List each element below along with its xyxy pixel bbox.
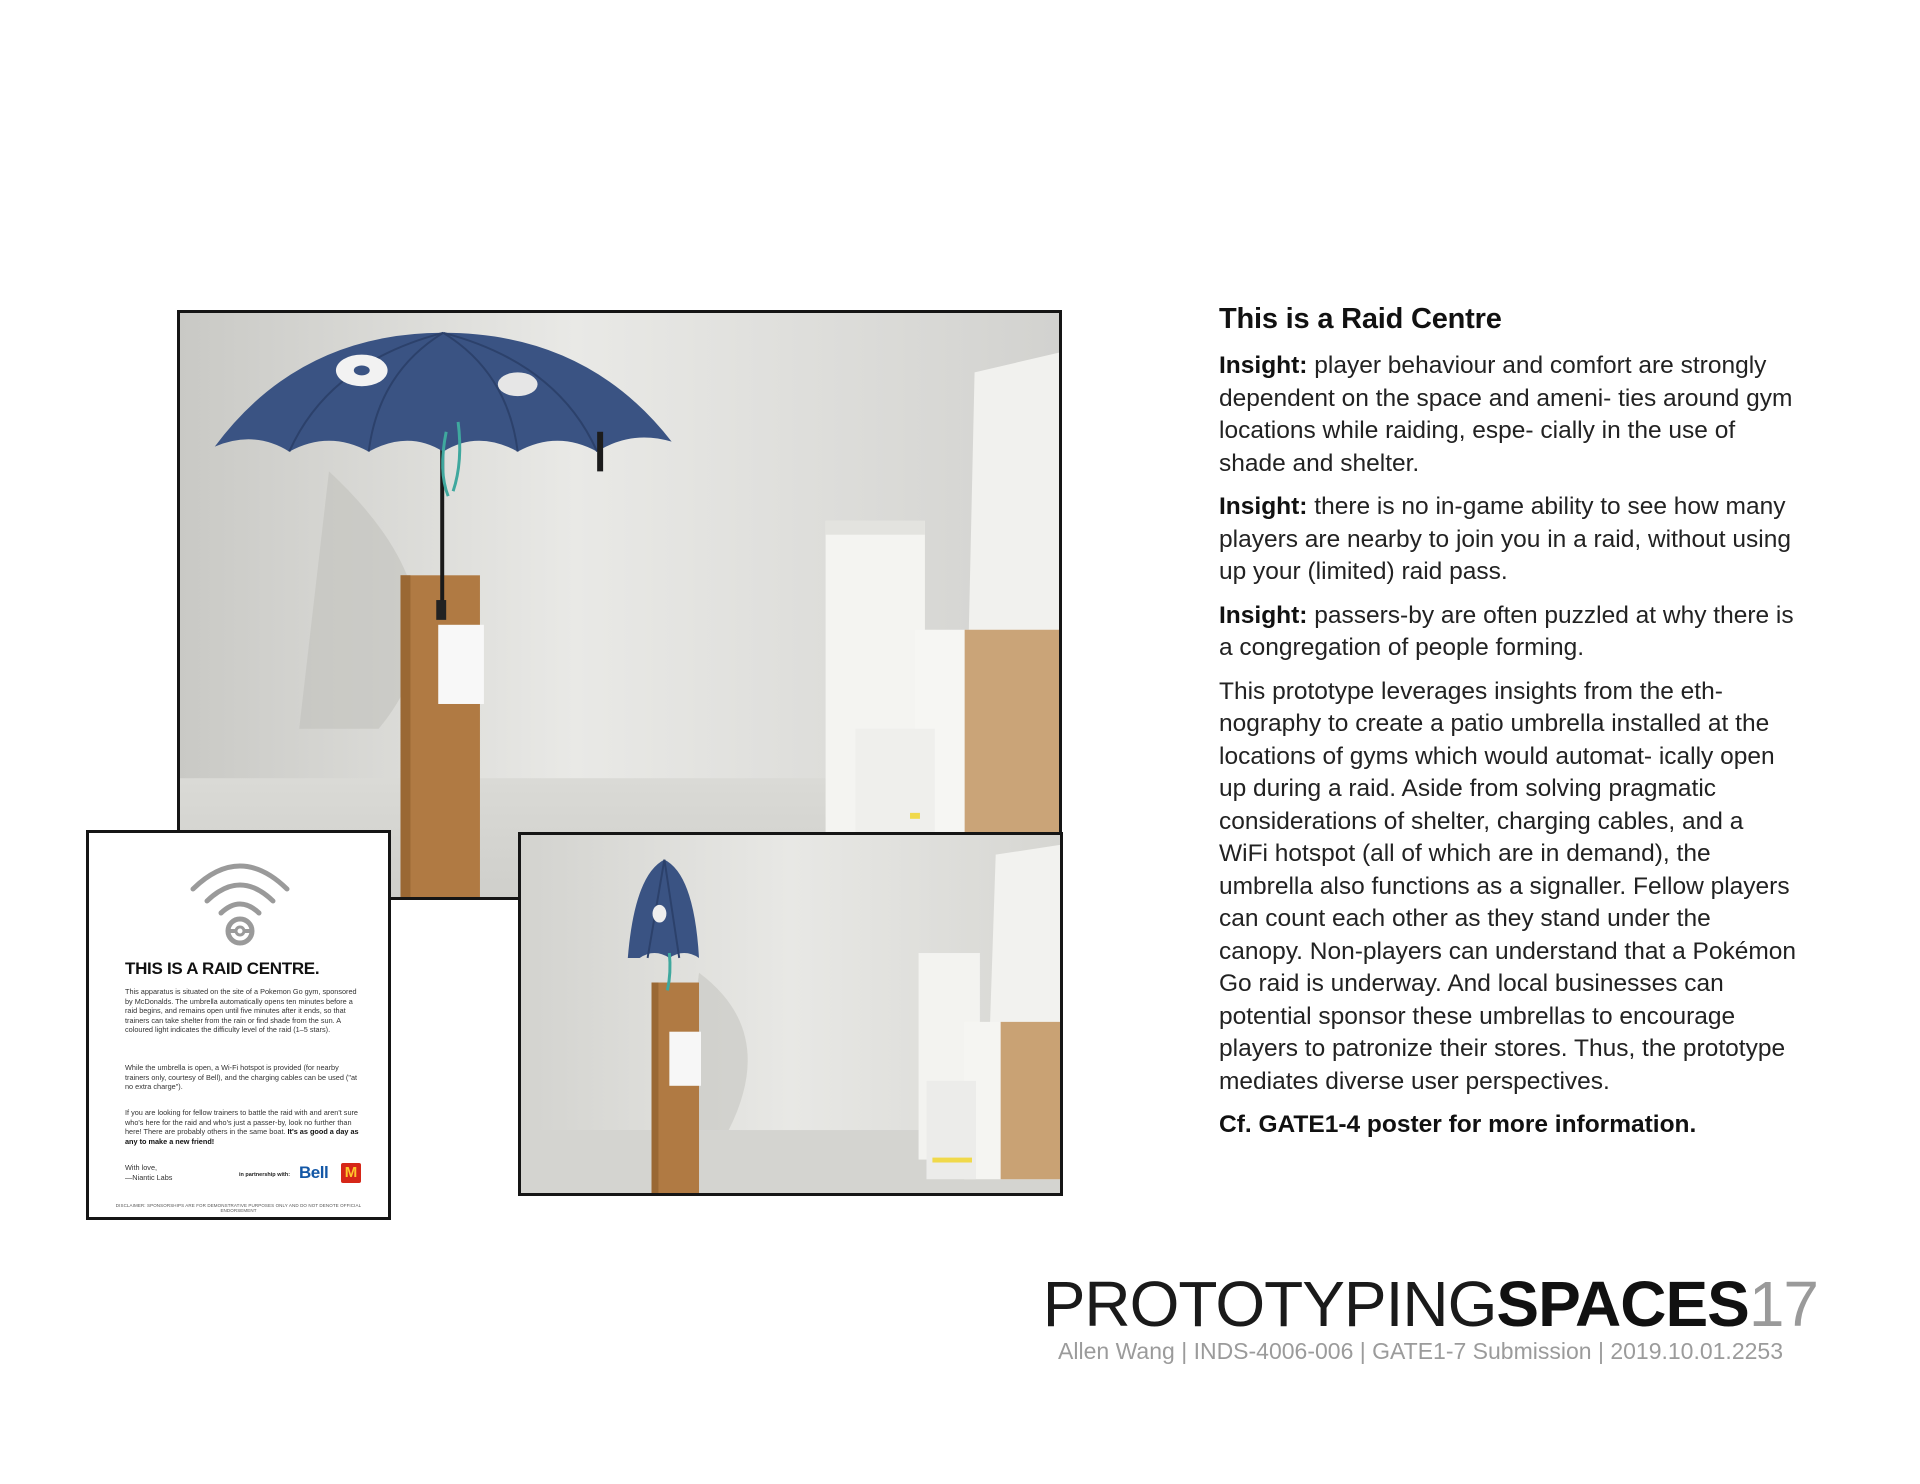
brand-wordmark <box>1043 1268 1818 1340</box>
brand-part-1: PROTOTYPING <box>1042 1268 1497 1340</box>
insight-label: Insight: <box>1219 493 1308 520</box>
sign-paragraph-text: If you are looking for fellow trainers to battle the raid with and aren't sure who's here for the raid and who's just a passer-by, look no further than here! There are probably others in the same boat. <box>125 1108 358 1136</box>
section-heading: This is a Raid Centre <box>1219 303 1502 335</box>
insight-text: there is no in-game ability to see how many players are nearby to join you in a raid, without using up your (limited) raid pass. <box>1219 493 1791 585</box>
brand-part-2: SPACES <box>1496 1268 1749 1340</box>
sign-paragraph-bold: It's as good a day as any to make a new friend! <box>125 1127 359 1146</box>
footer-brand <box>1043 1268 1818 1340</box>
insight-text: passers-by are often puzzled at why there is a congregation of people forming. <box>1219 601 1794 661</box>
photo-open-umbrella <box>177 310 1062 900</box>
insight-paragraph <box>1219 350 1799 480</box>
open-umbrella-illustration <box>180 313 1059 897</box>
photo-closed-umbrella <box>518 832 1063 1196</box>
body-paragraph: This prototype leverages insights from the eth- nography to create a patio umbrella installed at the locations of gyms which would automat- ically open up during a raid. Aside from solving pragmatic considerations of shelter, charging cables, and a WiFi hotspot (all of which are in demand), the umbrella also functions as a signaller. Fellow players can count each other as they stand under the canopy. Non-players can understand that a Pokémon Go raid is underway. And local businesses can potential sponsor these umbrellas to encourage players to patronize their stores. Thus, the prototype mediates diverse user perspectives. <box>1219 677 1797 1095</box>
sign-signoff-line: With love, <box>125 1163 158 1172</box>
mcdonalds-logo: M <box>341 1163 361 1183</box>
brand-part-3: 17 <box>1748 1268 1818 1340</box>
pokemon-go-logo: Pokémon <box>187 1160 391 1220</box>
sign-paragraph: While the umbrella is open, a Wi-Fi hotspot is provided (for nearby trainers only, courtesy of Bell), and the charging cables can be used ("at no extra charge"). <box>125 1063 358 1091</box>
raid-centre-sign-card <box>86 830 481 1359</box>
sign-disclaimer: DISCLAIMER: SPONSORSHIPS ARE FOR DEMONSTRATIVE PURPOSES ONLY AND DO NOT DENOTE OFFICIAL ENDORSEMENT <box>115 1203 362 1213</box>
insight-text: player behaviour and comfort are strongly dependent on the space and ameni- ties around gym locations while raiding, espe- cially in the use of shade and shelter. <box>1219 352 1793 477</box>
description-column <box>1219 303 1799 1142</box>
sign-paragraph: This apparatus is situated on the site of a Pokemon Go gym, sponsored by McDonalds. The umbrella automatically opens ten minutes before a raid begins, and remains open until five minutes after it ends, so that trainers can take shelter from the rain or find shade from the sun. A coloured light indicates the difficulty level of the raid (1–5 stars). <box>125 987 357 1034</box>
sign-paragraph <box>125 1108 364 1146</box>
insight-label: Insight: <box>1219 601 1308 629</box>
closed-umbrella-illustration <box>521 835 1060 1193</box>
partnership-label: in partnership with: <box>239 1172 291 1178</box>
sign-signoff <box>125 1163 172 1182</box>
insight-paragraph <box>1219 491 1799 589</box>
bell-logo: Bell <box>299 1163 329 1182</box>
cross-reference: Cf. GATE1-4 poster for more information. <box>1219 1111 1697 1138</box>
sign-signoff-line: —Niantic Labs <box>125 1172 173 1182</box>
insight-label: Insight: <box>1219 352 1308 379</box>
insight-paragraph <box>1219 600 1799 665</box>
submission-credit: Allen Wang | INDS-4006-006 | GATE1-7 Submission | 2019.10.01.2253 <box>1058 1338 1783 1364</box>
sign-title: THIS IS A RAID CENTRE. <box>125 959 320 978</box>
